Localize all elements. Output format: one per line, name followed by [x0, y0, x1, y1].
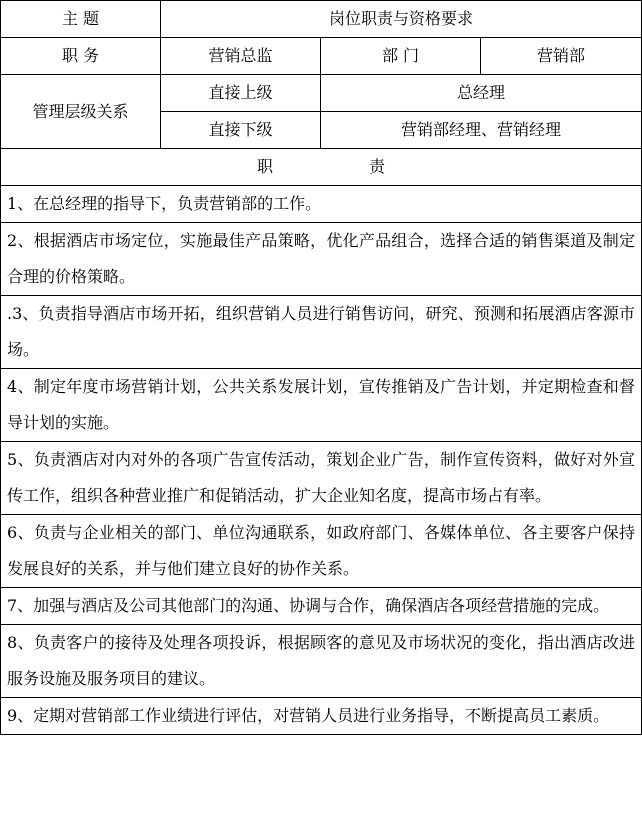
- duties-title-text: 职责: [257, 157, 482, 176]
- subject-value: 岗位职责与资格要求: [161, 1, 642, 38]
- position-label: 职 务: [1, 38, 161, 75]
- duty-row: [1, 442, 642, 515]
- duty-item: 8、负责客户的接待及处理各项投诉，根据顾客的意见及市场状况的变化，指出酒店改进服务设施及服务项目的建议。: [1, 625, 642, 698]
- direct-superior-value: 总经理: [321, 75, 642, 112]
- direct-subordinate-value: 营销部经理、营销经理: [321, 112, 642, 149]
- duty-row: [1, 296, 642, 369]
- duties-title: [1, 149, 642, 186]
- duty-row: [1, 515, 642, 588]
- duty-item: .3、负责指导酒店市场开拓，组织营销人员进行销售访问，研究、预测和拓展酒店客源市场。: [1, 296, 642, 369]
- duty-item: 5、负责酒店对内对外的各项广告宣传活动，策划企业广告，制作宣传资料，做好对外宣传工作，组织各种营业推广和促销活动，扩大企业知名度，提高市场占有率。: [1, 442, 642, 515]
- duty-item: 7、加强与酒店及公司其他部门的沟通、协调与合作，确保酒店各项经营措施的完成。: [1, 588, 642, 625]
- position-value: 营销总监: [161, 38, 321, 75]
- duty-item: 2、根据酒店市场定位，实施最佳产品策略，优化产品组合，选择合适的销售渠道及制定合理的价格策略。: [1, 223, 642, 296]
- duties-title-row: [1, 149, 642, 186]
- position-row: [1, 38, 642, 75]
- duty-row: [1, 186, 642, 223]
- direct-superior-label: 直接上级: [161, 75, 321, 112]
- duty-item: 4、制定年度市场营销计划，公共关系发展计划，宣传推销及广告计划，并定期检查和督导计划的实施。: [1, 369, 642, 442]
- direct-subordinate-label: 直接下级: [161, 112, 321, 149]
- department-label: 部 门: [321, 38, 481, 75]
- direct-superior-row: [1, 75, 642, 112]
- duty-item: 1、在总经理的指导下，负责营销部的工作。: [1, 186, 642, 223]
- duty-row: [1, 698, 642, 735]
- duty-item: 9、定期对营销部工作业绩进行评估，对营销人员进行业务指导，不断提高员工素质。: [1, 698, 642, 735]
- duty-row: [1, 625, 642, 698]
- duty-row: [1, 223, 642, 296]
- duty-item: 6、负责与企业相关的部门、单位沟通联系，如政府部门、各媒体单位、各主要客户保持发展良好的关系，并与他们建立良好的协作关系。: [1, 515, 642, 588]
- department-value: 营销部: [481, 38, 642, 75]
- subject-row: [1, 1, 642, 38]
- hierarchy-label: 管理层级关系: [1, 75, 161, 149]
- duty-row: [1, 588, 642, 625]
- duty-row: [1, 369, 642, 442]
- subject-label: 主 题: [1, 1, 161, 38]
